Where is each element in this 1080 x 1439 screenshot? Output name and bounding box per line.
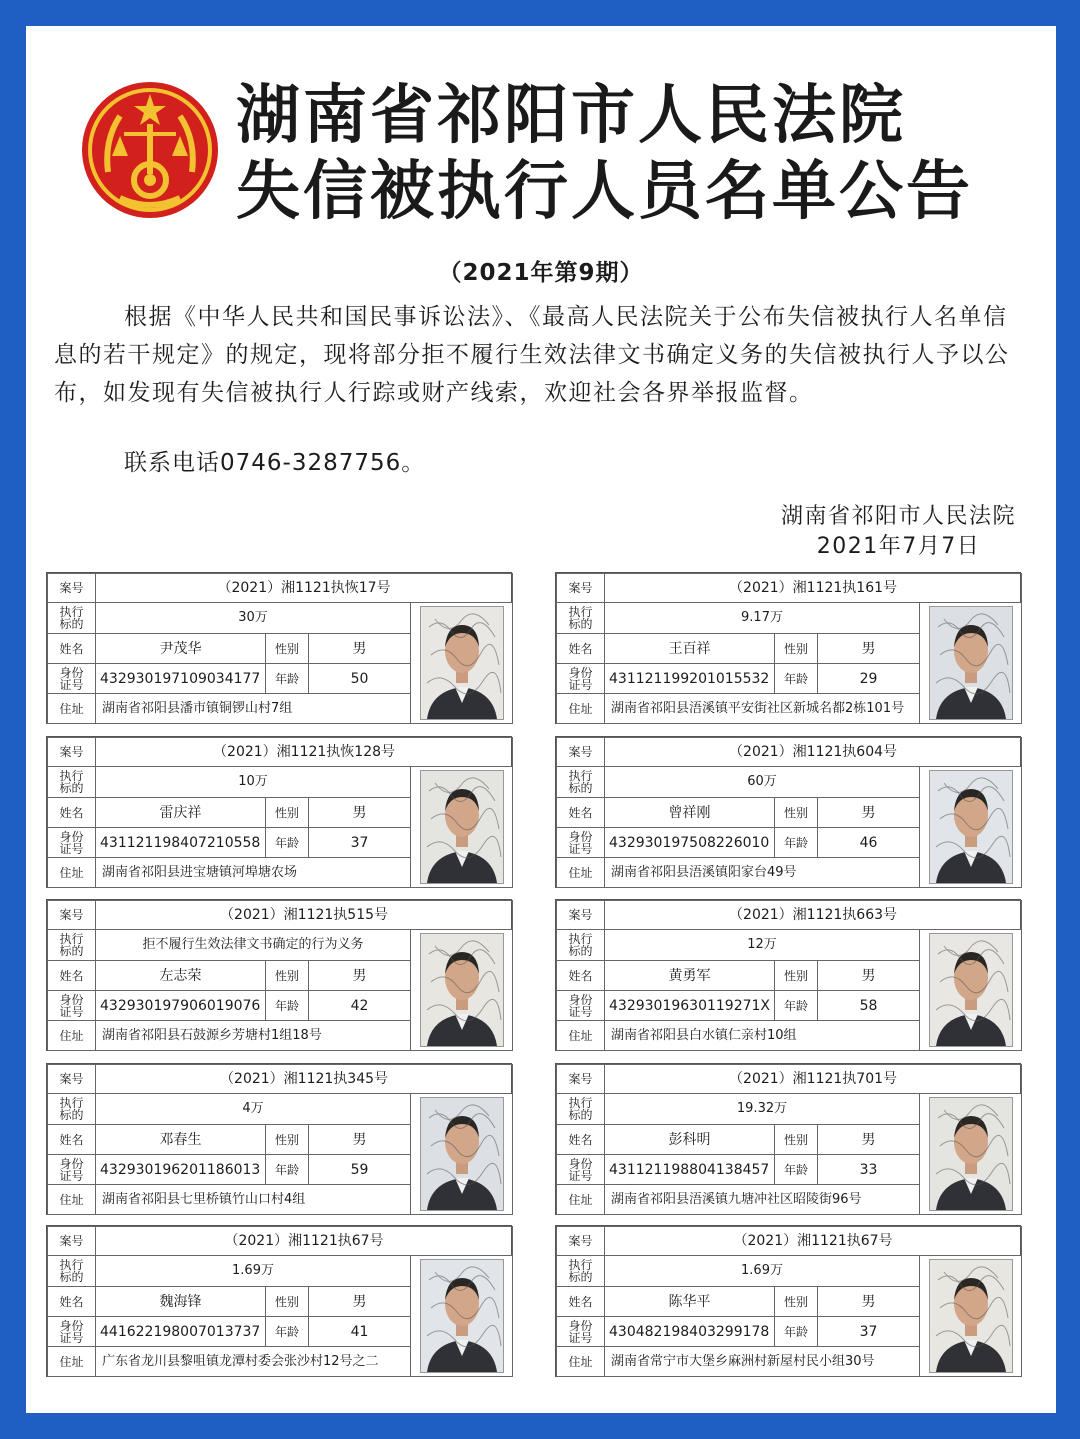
address-value: 湖南省祁阳县浯溪镇平安街社区新城名都2栋101号: [605, 694, 920, 724]
case-number: （2021）湘1121执345号: [96, 1065, 513, 1094]
id-label: 身份 证号: [48, 1155, 96, 1185]
notice-body: [54, 298, 1028, 412]
age-label: 年龄: [775, 828, 818, 858]
target-label: 执行 标的: [48, 1094, 96, 1125]
issue-number: （2021年第9期）: [438, 260, 644, 286]
id-number: 432930197508226010: [605, 828, 775, 858]
photo-cell: [920, 1094, 1022, 1215]
gender-label: 性别: [266, 634, 309, 664]
address-value: 湖南省祁阳县石鼓源乡芳塘村1组18号: [96, 1021, 411, 1051]
gender-value: 男: [309, 961, 411, 991]
case-label: 案号: [557, 738, 605, 767]
photo-cell: [920, 1256, 1022, 1377]
age-label: 年龄: [266, 828, 309, 858]
record-card: [46, 1225, 512, 1377]
age-label: 年龄: [266, 1155, 309, 1185]
person-photo: [929, 933, 1013, 1047]
name-label: 姓名: [48, 1125, 96, 1155]
record-card: [555, 899, 1021, 1051]
title-line-2: 失信被执行人员名单公告: [236, 155, 973, 229]
person-photo: [929, 1097, 1013, 1211]
record-card: [46, 1063, 512, 1215]
person-photo: [929, 1259, 1013, 1373]
record-card: [555, 1063, 1021, 1215]
execution-target: 30万: [96, 603, 411, 634]
record-table: [556, 900, 1022, 1051]
target-label: 执行 标的: [557, 603, 605, 634]
case-number: （2021）湘1121执663号: [605, 901, 1022, 930]
age-label: 年龄: [775, 664, 818, 694]
age-value: 46: [818, 828, 920, 858]
target-label: 执行 标的: [48, 930, 96, 961]
execution-target: 9.17万: [605, 603, 920, 634]
gender-value: 男: [818, 798, 920, 828]
target-label: 执行 标的: [48, 603, 96, 634]
execution-target: 拒不履行生效法律文书确定的行为义务: [96, 930, 411, 961]
age-label: 年龄: [266, 991, 309, 1021]
address-label: 住址: [557, 694, 605, 724]
address-value: 湖南省常宁市大堡乡麻洲村新屋村民小组30号: [605, 1347, 920, 1377]
name-label: 姓名: [557, 1125, 605, 1155]
person-photo: [420, 933, 504, 1047]
address-value: 湖南省祁阳县进宝塘镇河埠塘农场: [96, 858, 411, 888]
age-label: 年龄: [266, 1317, 309, 1347]
record-table: [47, 1226, 513, 1377]
id-label: 身份 证号: [48, 1317, 96, 1347]
photo-cell: [411, 1256, 513, 1377]
execution-target: 12万: [605, 930, 920, 961]
id-label: 身份 证号: [48, 991, 96, 1021]
person-name: 彭科明: [605, 1125, 775, 1155]
gender-value: 男: [309, 1125, 411, 1155]
address-value: 广东省龙川县黎咀镇龙潭村委会张沙村12号之二: [96, 1347, 411, 1377]
id-number: 432930196201186013: [96, 1155, 266, 1185]
id-number: 43293019630119271X: [605, 991, 775, 1021]
person-name: 雷庆祥: [96, 798, 266, 828]
case-label: 案号: [48, 901, 96, 930]
case-label: 案号: [48, 738, 96, 767]
target-label: 执行 标的: [557, 1256, 605, 1287]
address-label: 住址: [557, 1185, 605, 1215]
case-number: （2021）湘1121执恢128号: [96, 738, 513, 767]
photo-cell: [920, 603, 1022, 724]
age-value: 50: [309, 664, 411, 694]
id-number: 431121198804138457: [605, 1155, 775, 1185]
id-label: 身份 证号: [48, 664, 96, 694]
photo-cell: [411, 767, 513, 888]
execution-target: 19.32万: [605, 1094, 920, 1125]
case-label: 案号: [48, 1065, 96, 1094]
record-card: [46, 572, 512, 724]
record-table: [47, 573, 513, 724]
name-label: 姓名: [48, 961, 96, 991]
target-label: 执行 标的: [557, 767, 605, 798]
case-label: 案号: [557, 1065, 605, 1094]
case-label: 案号: [48, 574, 96, 603]
court-emblem-icon: [80, 80, 220, 220]
address-value: 湖南省祁阳县潘市镇铜锣山村7组: [96, 694, 411, 724]
gender-label: 性别: [775, 798, 818, 828]
id-number: 432930197906019076: [96, 991, 266, 1021]
age-label: 年龄: [775, 991, 818, 1021]
gender-value: 男: [309, 798, 411, 828]
person-name: 黄勇军: [605, 961, 775, 991]
case-label: 案号: [557, 574, 605, 603]
address-label: 住址: [557, 858, 605, 888]
name-label: 姓名: [48, 1287, 96, 1317]
issuer-name: 湖南省祁阳市人民法院: [780, 504, 1016, 529]
case-number: （2021）湘1121执67号: [605, 1227, 1022, 1256]
record-table: [556, 573, 1022, 724]
page-title: [236, 78, 1036, 230]
gender-label: 性别: [775, 634, 818, 664]
gender-label: 性别: [775, 961, 818, 991]
gender-value: 男: [818, 961, 920, 991]
case-number: （2021）湘1121执恢17号: [96, 574, 513, 603]
name-label: 姓名: [557, 961, 605, 991]
target-label: 执行 标的: [48, 767, 96, 798]
age-value: 58: [818, 991, 920, 1021]
id-label: 身份 证号: [557, 1155, 605, 1185]
record-table: [556, 1226, 1022, 1377]
name-label: 姓名: [557, 1287, 605, 1317]
photo-cell: [411, 930, 513, 1051]
address-label: 住址: [48, 1185, 96, 1215]
record-table: [556, 737, 1022, 888]
target-label: 执行 标的: [48, 1256, 96, 1287]
age-value: 59: [309, 1155, 411, 1185]
age-value: 37: [309, 828, 411, 858]
gender-label: 性别: [266, 798, 309, 828]
name-label: 姓名: [48, 634, 96, 664]
person-photo: [929, 770, 1013, 884]
gender-value: 男: [309, 1287, 411, 1317]
record-card: [555, 572, 1021, 724]
id-label: 身份 证号: [557, 1317, 605, 1347]
age-value: 37: [818, 1317, 920, 1347]
address-value: 湖南省祁阳县白水镇仁亲村10组: [605, 1021, 920, 1051]
photo-cell: [411, 1094, 513, 1215]
person-name: 曾祥刚: [605, 798, 775, 828]
record-table: [47, 1064, 513, 1215]
id-number: 430482198403299178: [605, 1317, 775, 1347]
issuer-block: [781, 502, 1016, 562]
person-name: 左志荣: [96, 961, 266, 991]
person-name: 王百祥: [605, 634, 775, 664]
person-name: 魏海锋: [96, 1287, 266, 1317]
notice-page: [26, 26, 1056, 1413]
case-number: （2021）湘1121执604号: [605, 738, 1022, 767]
address-value: 湖南省祁阳县浯溪镇九塘冲社区昭陵街96号: [605, 1185, 920, 1215]
photo-cell: [411, 603, 513, 724]
id-number: 431121198407210558: [96, 828, 266, 858]
gender-value: 男: [818, 634, 920, 664]
case-label: 案号: [48, 1227, 96, 1256]
record-table: [47, 737, 513, 888]
age-label: 年龄: [775, 1155, 818, 1185]
gender-label: 性别: [266, 1287, 309, 1317]
id-label: 身份 证号: [557, 991, 605, 1021]
execution-target: 1.69万: [605, 1256, 920, 1287]
execution-target: 10万: [96, 767, 411, 798]
case-label: 案号: [557, 901, 605, 930]
issue-date: 2021年7月7日: [816, 534, 981, 559]
gender-value: 男: [818, 1287, 920, 1317]
person-name: 陈华平: [605, 1287, 775, 1317]
person-photo: [420, 1097, 504, 1211]
title-line-1: 湖南省祁阳市人民法院: [236, 79, 906, 153]
name-label: 姓名: [48, 798, 96, 828]
person-name: 尹茂华: [96, 634, 266, 664]
id-label: 身份 证号: [557, 664, 605, 694]
case-number: （2021）湘1121执515号: [96, 901, 513, 930]
case-label: 案号: [557, 1227, 605, 1256]
gender-label: 性别: [266, 1125, 309, 1155]
age-label: 年龄: [775, 1317, 818, 1347]
person-photo: [420, 770, 504, 884]
id-label: 身份 证号: [557, 828, 605, 858]
record-card: [46, 736, 512, 888]
name-label: 姓名: [557, 634, 605, 664]
execution-target: 60万: [605, 767, 920, 798]
id-label: 身份 证号: [48, 828, 96, 858]
age-value: 33: [818, 1155, 920, 1185]
record-card: [555, 736, 1021, 888]
address-label: 住址: [48, 1021, 96, 1051]
address-label: 住址: [557, 1021, 605, 1051]
execution-target: 1.69万: [96, 1256, 411, 1287]
address-label: 住址: [557, 1347, 605, 1377]
address-label: 住址: [48, 858, 96, 888]
gender-label: 性别: [266, 961, 309, 991]
id-number: 431121199201015532: [605, 664, 775, 694]
person-photo: [929, 606, 1013, 720]
case-number: （2021）湘1121执701号: [605, 1065, 1022, 1094]
id-number: 432930197109034177: [96, 664, 266, 694]
case-number: （2021）湘1121执161号: [605, 574, 1022, 603]
address-value: 湖南省祁阳县浯溪镇阳家台49号: [605, 858, 920, 888]
photo-cell: [920, 930, 1022, 1051]
gender-value: 男: [818, 1125, 920, 1155]
record-card: [46, 899, 512, 1051]
gender-label: 性别: [775, 1125, 818, 1155]
name-label: 姓名: [557, 798, 605, 828]
record-card: [555, 1225, 1021, 1377]
address-label: 住址: [48, 1347, 96, 1377]
age-value: 42: [309, 991, 411, 1021]
record-table: [556, 1064, 1022, 1215]
contact-phone: 联系电话0746-3287756。: [124, 450, 426, 476]
target-label: 执行 标的: [557, 930, 605, 961]
age-label: 年龄: [266, 664, 309, 694]
case-number: （2021）湘1121执67号: [96, 1227, 513, 1256]
person-photo: [420, 606, 504, 720]
address-value: 湖南省祁阳县七里桥镇竹山口村4组: [96, 1185, 411, 1215]
age-value: 29: [818, 664, 920, 694]
gender-value: 男: [309, 634, 411, 664]
execution-target: 4万: [96, 1094, 411, 1125]
gender-label: 性别: [775, 1287, 818, 1317]
person-photo: [420, 1259, 504, 1373]
id-number: 441622198007013737: [96, 1317, 266, 1347]
age-value: 41: [309, 1317, 411, 1347]
notice-paragraph: 根据《中华人民共和国民事诉讼法》、《最高人民法院关于公布失信被执行人名单信息的若干规定》的规定，现将部分拒不履行生效法律文书确定义务的失信被执行人予以公布，如发现有失信被执行人行踪或财产线索，欢迎社会各界举报监督。: [54, 304, 1010, 406]
target-label: 执行 标的: [557, 1094, 605, 1125]
photo-cell: [920, 767, 1022, 888]
record-table: [47, 900, 513, 1051]
address-label: 住址: [48, 694, 96, 724]
person-name: 邓春生: [96, 1125, 266, 1155]
